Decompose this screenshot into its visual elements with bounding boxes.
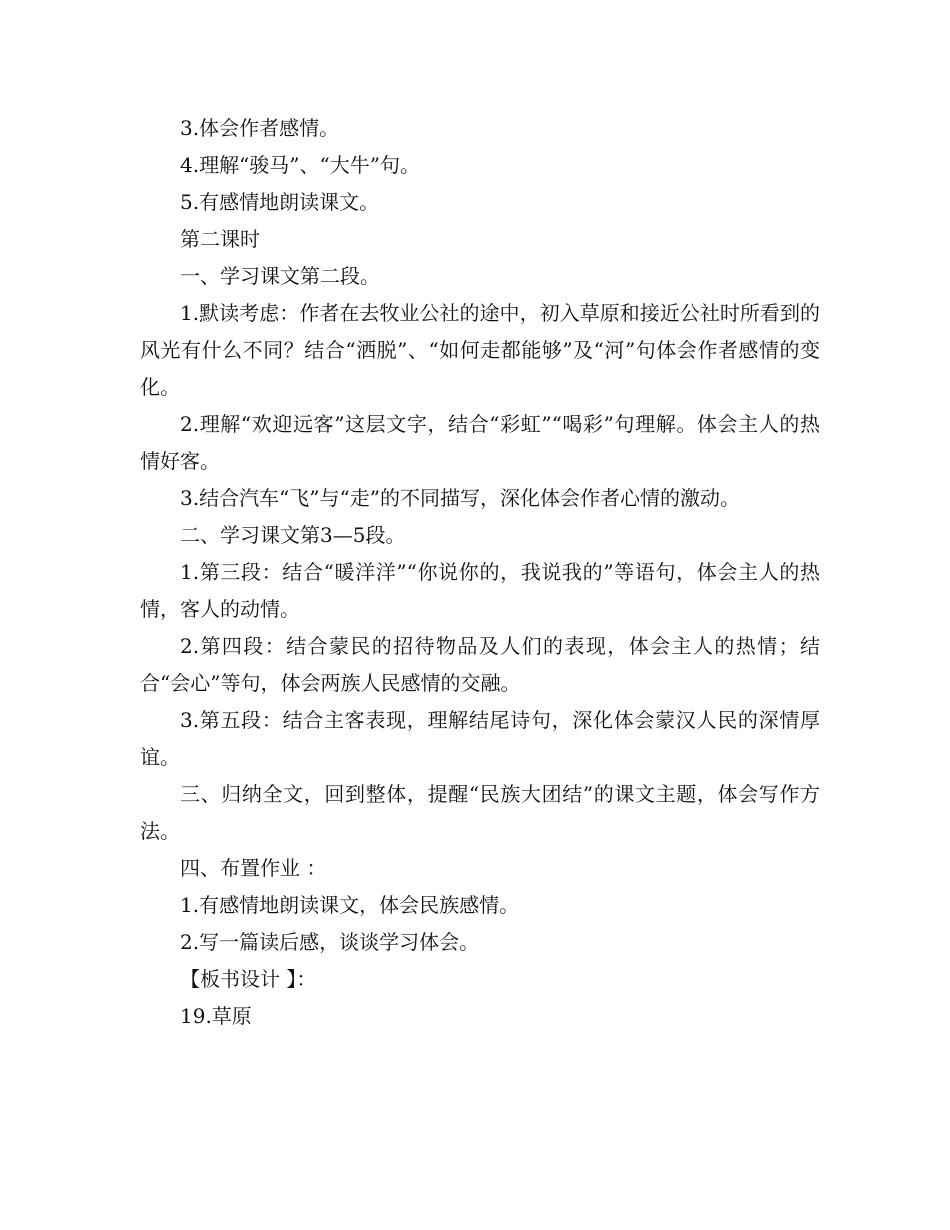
section-heading: 一、学习课文第二段。: [180, 264, 380, 288]
section-heading: 第二课时: [180, 227, 260, 251]
paragraph: 2.第四段：结合蒙民的招待物品及人们的表现，体会主人的热情；结合“会心”等句，体会两族人民感情的交融。: [140, 634, 820, 695]
paragraph: 1.默读考虑：作者在去牧业公社的途中，初入草原和接近公社时所看到的风光有什么不同？结合“洒脱”、“如何走都能够”及“河”句体会作者感情的变化。: [140, 301, 820, 399]
paragraph: 3.第五段：结合主客表现，理解结尾诗句，深化体会蒙汉人民的深情厚谊。: [140, 708, 820, 769]
paragraph: 3.体会作者感情。: [180, 116, 340, 140]
document-body: [140, 110, 820, 1035]
section-heading: 二、学习课文第3—5段。: [180, 523, 406, 547]
paragraph: 1.第三段：结合“暖洋洋”“你说你的，我说我的”等语句，体会主人的热情，客人的动情。: [140, 560, 820, 621]
paragraph: 4.理解“骏马”、“大牛”句。: [180, 153, 420, 177]
paragraph: 3.结合汽车“飞”与“走”的不同描写，深化体会作者心情的激动。: [180, 486, 740, 510]
paragraph: 1.有感情地朗读课文，体会民族感情。: [180, 893, 520, 917]
section-heading: 四、布置作业 ：: [180, 856, 327, 880]
section-heading: 【板书设计 】：: [180, 967, 317, 991]
paragraph: 19.草原: [180, 1004, 252, 1028]
paragraph: 2.写一篇读后感，谈谈学习体会。: [180, 930, 480, 954]
section-heading: 三、归纳全文，回到整体，提醒“民族大团结”的课文主题，体会写作方法。: [140, 782, 820, 843]
paragraph: 5.有感情地朗读课文。: [180, 190, 380, 214]
paragraph: 2.理解“欢迎远客”这层文字，结合“彩虹”“喝彩”句理解。体会主人的热情好客。: [140, 412, 820, 473]
